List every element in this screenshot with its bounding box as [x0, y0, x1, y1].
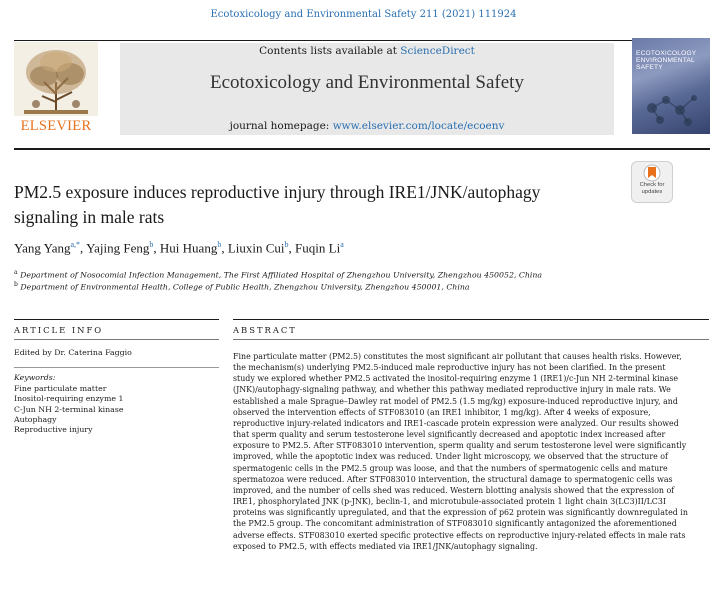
- homepage-link[interactable]: www.elsevier.com/locate/ecoenv: [332, 120, 505, 132]
- contents-line: [120, 45, 614, 57]
- abstract-rule: [233, 319, 709, 320]
- affiliation-sup: a: [14, 269, 18, 276]
- article-info-rule: [14, 319, 219, 320]
- abstract-line: the mechanism(s) underlying PM2.5-induced male reproductive injury has not been clarified. In the present: [233, 363, 666, 373]
- abstract-line: observed the intervention effects of STF083010 (an IRE1 inhibitor, 1 mg/kg). After 4 weeks of exposure,: [233, 407, 651, 417]
- author-name[interactable]: Liuxin Cui: [227, 240, 285, 256]
- author-affil-sup[interactable]: a,*: [70, 240, 81, 249]
- cover-title: [636, 50, 710, 72]
- author-name[interactable]: Hui Huang: [159, 240, 218, 256]
- publisher-name: ELSEVIER: [20, 118, 92, 134]
- header-top-rule: [14, 40, 710, 41]
- affiliation-text: Department of Environmental Health, College of Public Health, Zhengzhou University, Zhengzhou 450001, China: [20, 282, 470, 292]
- article-title: [14, 180, 614, 230]
- sciencedirect-link[interactable]: ScienceDirect: [400, 45, 475, 57]
- title-line: signaling in male rats: [14, 207, 165, 227]
- title-line: PM2.5 exposure induces reproductive injury through IRE1/JNK/autophagy: [14, 182, 541, 202]
- edited-by: Edited by Dr. Caterina Faggio: [14, 348, 132, 357]
- keyword-list: [14, 384, 123, 435]
- author-affil-sup[interactable]: b: [284, 240, 289, 249]
- cover-line: ECOTOXICOLOGY: [636, 50, 697, 57]
- check-updates-line: Check for: [639, 182, 665, 188]
- cover-line: ENVIRONMENTAL: [636, 57, 695, 65]
- check-updates-line: updates: [641, 188, 663, 195]
- journal-citation[interactable]: Ecotoxicology and Environmental Safety 211 (2021) 111924: [210, 9, 517, 20]
- abstract-line: study we explored whether PM2.5 activated the inositol-requiring enzyme 1 (IRE1)/c-Jun NH 2-terminal kinase: [233, 374, 679, 384]
- journal-title: Ecotoxicology and Environmental Safety: [210, 72, 524, 93]
- abstract-line: improved, and the number of cells shed was reduced. Western blotting analysis showed that the expression of: [233, 485, 675, 495]
- author-affil-sup[interactable]: a: [340, 240, 344, 249]
- abstract-divider: [233, 339, 709, 340]
- affiliation: [14, 281, 634, 292]
- homepage-line: [120, 120, 614, 132]
- author-list: Yang Yang$^{a,*}$, Yajing Feng$^b$, Hui Huang$^b$, Liuxin Cui$^b$, Fuqin Li$^a$: [14, 240, 344, 256]
- article-info-divider: [14, 339, 219, 340]
- abstract-line: improved, while the apoptotic index was reduced. Under light microscopy, we observed that the structure of: [233, 452, 668, 462]
- abstract-line: spermatozoa were reduced. After STF083010 intervention, the structural damage to spermatogenic cells was: [233, 474, 673, 484]
- keyword[interactable]: Inositol-requiring enzyme 1: [14, 394, 124, 404]
- abstract-line: Fine particulate matter (PM2.5) constitutes the most significant air pollutant that causes health risks. However,: [233, 352, 682, 361]
- author-name[interactable]: Yajing Feng: [86, 240, 150, 256]
- contents-prefix: Contents lists available at: [259, 45, 401, 57]
- keywords-divider: [14, 367, 219, 368]
- abstract-line: that sperm quality and serum testosterone level significantly decreased and apoptotic index increased after: [233, 430, 666, 440]
- keyword[interactable]: Reproductive injury: [14, 425, 93, 435]
- keyword[interactable]: C-Jun NH 2-terminal kinase: [14, 404, 124, 414]
- abstract-body: [233, 351, 709, 552]
- header-bottom-rule: [14, 148, 710, 150]
- abstract-line: spermatogenic cells in the PM2.5 group was loose, and that the numbers of spermatogenic cells and mature: [233, 463, 668, 473]
- author-affil-sup[interactable]: b: [149, 240, 154, 249]
- abstract-line: exposed to PM2.5, with effects mediated via IRE1/JNK/autophagy signaling.: [233, 541, 538, 551]
- affiliation-text: Department of Nosocomial Infection Management, The First Affiliated Hospital of Zhengzhou University, Zhengzhou 450052, China: [20, 270, 543, 280]
- abstract-line: IRE1, phosphorylated JNK (p-JNK), beclin-1, and microtubule-associated protein 1 light chain 3(LC3)II/LC3I: [233, 497, 666, 507]
- abstract-line: reproductive injury-related indicators and IRE1-cascade protein expression were analyzed. Our results showed: [233, 418, 679, 428]
- abstract-line: adverse effects. STF083010 exerted specific protective effects on reproductive injury-related effects in male rats: [233, 530, 686, 540]
- keyword[interactable]: Autophagy: [14, 414, 57, 424]
- check-for-updates-label: [631, 182, 673, 195]
- keywords-label: Keywords:: [14, 373, 56, 382]
- abstract-line: proteins was significantly upregulated, and that the expression of p62 protein was significantly downregulated in: [233, 508, 688, 518]
- author-affil-sup[interactable]: b: [217, 240, 222, 249]
- homepage-prefix: journal homepage:: [229, 120, 333, 132]
- affiliation-sup: b: [14, 281, 18, 288]
- article-info-heading: ARTICLE INFO: [14, 325, 104, 335]
- cover-line: SAFETY: [636, 64, 663, 72]
- abstract-line: established a male Sprague–Dawley rat model of PM2.5 (1.5 mg/kg) exposure-induced reproductive injury, and: [233, 396, 678, 406]
- abstract-line: exposure to PM2.5. After STF083010 intervention, sperm quality and serum testosterone level were significantly: [233, 441, 687, 451]
- abstract-line: the PM2.5 group. The concomitant administration of STF083010 significantly antagonized the aforementioned: [233, 519, 677, 529]
- abstract-line: (JNK)/autophagy-signaling pathway, and whether this pathway mediated reproductive injury in male rats. We: [233, 385, 671, 395]
- author-name[interactable]: Yang Yang: [14, 240, 71, 256]
- abstract-heading: ABSTRACT: [233, 325, 297, 335]
- keyword[interactable]: Fine particulate matter: [14, 384, 107, 393]
- bookmark-icon: [632, 162, 672, 184]
- affiliation: [14, 269, 634, 280]
- author-name[interactable]: Fuqin Li: [295, 240, 341, 256]
